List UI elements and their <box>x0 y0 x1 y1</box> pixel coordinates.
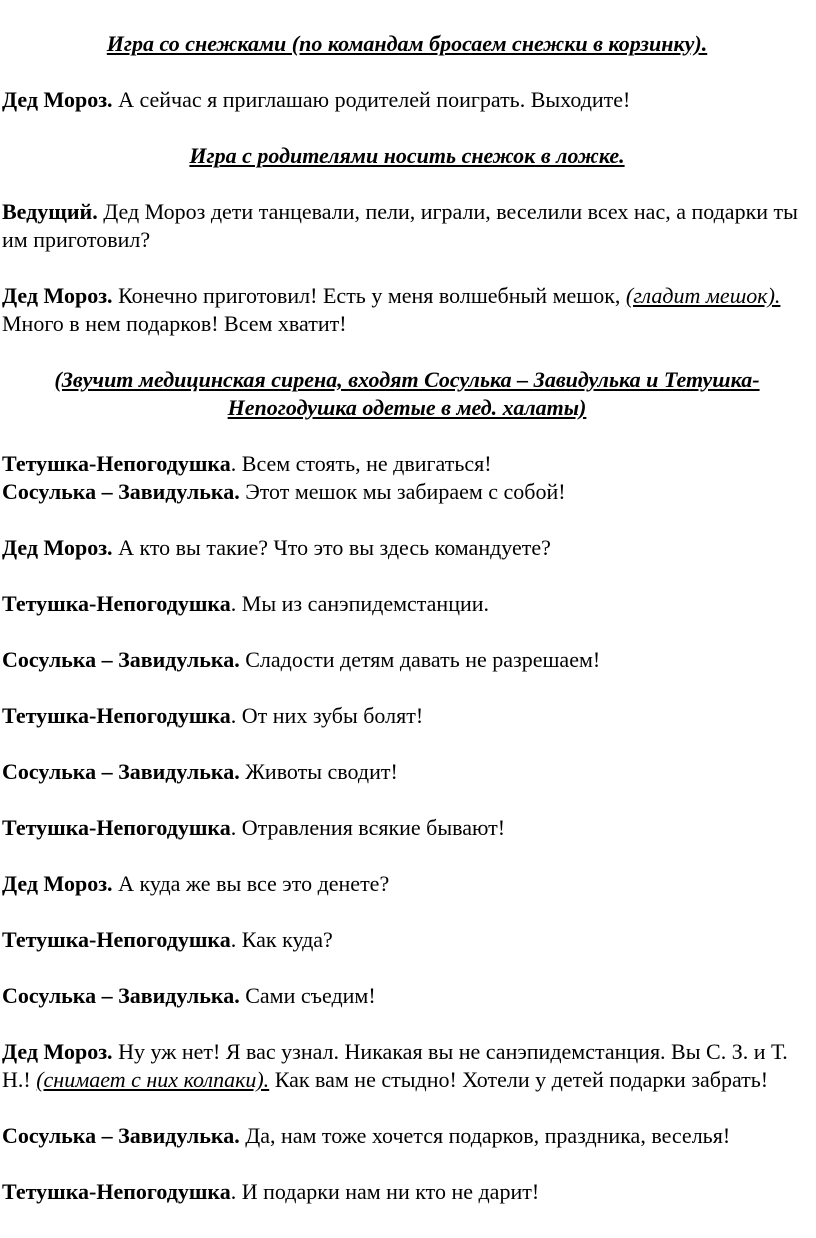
line-text: Дед Мороз дети танцевали, пели, играли, веселили всех нас, а подарки ты им приготовил? <box>2 199 798 252</box>
line-text: Сами съедим! <box>239 983 376 1008</box>
paragraph-sosulka-4 <box>2 982 812 1010</box>
line-text: Много в нем подарков! Всем хватит! <box>2 311 347 336</box>
stage-direction: (гладит мешок). <box>625 283 781 308</box>
heading-siren-stage-direction: (Звучит медицинская сирена, входят Сосулька – Завидулька и Тетушка-Непогодушка одетые в мед. халаты) <box>54 367 760 420</box>
spacer <box>2 730 812 758</box>
speaker-ded-moroz: Дед Мороз. <box>2 87 113 112</box>
paragraph-tetushka-4 <box>2 814 812 842</box>
line-text: Ну уж нет! Я вас узнал. Никакая вы не санэпидемстанция. Вы С. З. и Т. Н.! <box>2 1039 788 1092</box>
paragraph-tetushka-2 <box>2 590 812 618</box>
spacer <box>2 114 812 142</box>
speaker-tetushka: Тетушка-Непогодушка <box>2 451 231 476</box>
speaker-ded-moroz: Дед Мороз. <box>2 535 113 560</box>
line-text: . От них зубы болят! <box>230 703 424 728</box>
heading-snowball-game: Игра со снежками (по командам бросаем снежки в корзинку). <box>106 31 708 56</box>
speaker-sosulka: Сосулька – Завидулька. <box>2 479 240 504</box>
line-text: . Как куда? <box>230 927 333 952</box>
stage-direction: (снимает с них колпаки). <box>36 1067 270 1092</box>
speaker-sosulka: Сосулька – Завидулька. <box>2 983 240 1008</box>
line-text: . Мы из санэпидемстанции. <box>230 591 490 616</box>
speaker-ded-moroz: Дед Мороз. <box>2 1039 113 1064</box>
speaker-tetushka: Тетушка-Непогодушка <box>2 927 231 952</box>
paragraph-sosulka-5 <box>2 1122 812 1150</box>
line-text: . Отравления всякие бывают! <box>230 815 506 840</box>
speaker-sosulka: Сосулька – Завидулька. <box>2 759 240 784</box>
spacer <box>2 506 812 534</box>
line-text: Сладости детям давать не разрешаем! <box>239 647 601 672</box>
paragraph-tetushka-6 <box>2 1178 812 1206</box>
speaker-ded-moroz: Дед Мороз. <box>2 871 113 896</box>
paragraph-ded-moroz-5 <box>2 1038 812 1094</box>
paragraph-tetushka-3 <box>2 702 812 730</box>
heading-parents-game: Игра с родителями носить снежок в ложке. <box>189 143 625 168</box>
spacer <box>2 58 812 86</box>
line-text: Как вам не стыдно! Хотели у детей подарки забрать! <box>269 1067 769 1092</box>
spacer <box>2 842 812 870</box>
speaker-tetushka: Тетушка-Непогодушка <box>2 1179 231 1204</box>
speaker-vedushchiy: Ведущий. <box>2 199 98 224</box>
spacer <box>2 898 812 926</box>
speaker-tetushka: Тетушка-Непогодушка <box>2 815 231 840</box>
spacer <box>2 1094 812 1122</box>
line-text: Конечно приготовил! Есть у меня волшебный мешок, <box>112 283 626 308</box>
spacer <box>2 618 812 646</box>
line-text: . И подарки нам ни кто не дарит! <box>230 1179 540 1204</box>
spacer <box>2 1150 812 1178</box>
paragraph-ded-moroz-2 <box>2 282 812 338</box>
spacer <box>2 674 812 702</box>
line-text: А куда же вы все это денете? <box>112 871 390 896</box>
paragraph-sosulka-3 <box>2 758 812 786</box>
paragraph-sosulka-2 <box>2 646 812 674</box>
line-text: А кто вы такие? Что это вы здесь командуете? <box>112 535 551 560</box>
spacer <box>2 1010 812 1038</box>
line-text: . Всем стоять, не двигаться! <box>230 451 492 476</box>
speaker-ded-moroz: Дед Мороз. <box>2 283 113 308</box>
spacer <box>2 422 812 450</box>
line-text: Животы сводит! <box>239 759 398 784</box>
paragraph-tetushka-5 <box>2 926 812 954</box>
paragraph-ded-moroz-3 <box>2 534 812 562</box>
spacer <box>2 338 812 366</box>
spacer <box>2 170 812 198</box>
speaker-tetushka: Тетушка-Непогодушка <box>2 703 231 728</box>
spacer <box>2 786 812 814</box>
spacer <box>2 254 812 282</box>
speaker-sosulka: Сосулька – Завидулька. <box>2 1123 240 1148</box>
line-text: Этот мешок мы забираем с собой! <box>239 479 566 504</box>
paragraph-ded-moroz-4 <box>2 870 812 898</box>
paragraph-tetushka-1 <box>2 450 812 478</box>
paragraph-sosulka-1 <box>2 478 812 506</box>
paragraph-vedushchiy <box>2 198 812 254</box>
spacer <box>2 562 812 590</box>
spacer <box>2 954 812 982</box>
speaker-sosulka: Сосулька – Завидулька. <box>2 647 240 672</box>
speaker-tetushka: Тетушка-Непогодушка <box>2 591 231 616</box>
line-text: Да, нам тоже хочется подарков, праздника, веселья! <box>239 1123 731 1148</box>
line-text: А сейчас я приглашаю родителей поиграть. Выходите! <box>112 87 631 112</box>
paragraph-ded-moroz-1 <box>2 86 812 114</box>
